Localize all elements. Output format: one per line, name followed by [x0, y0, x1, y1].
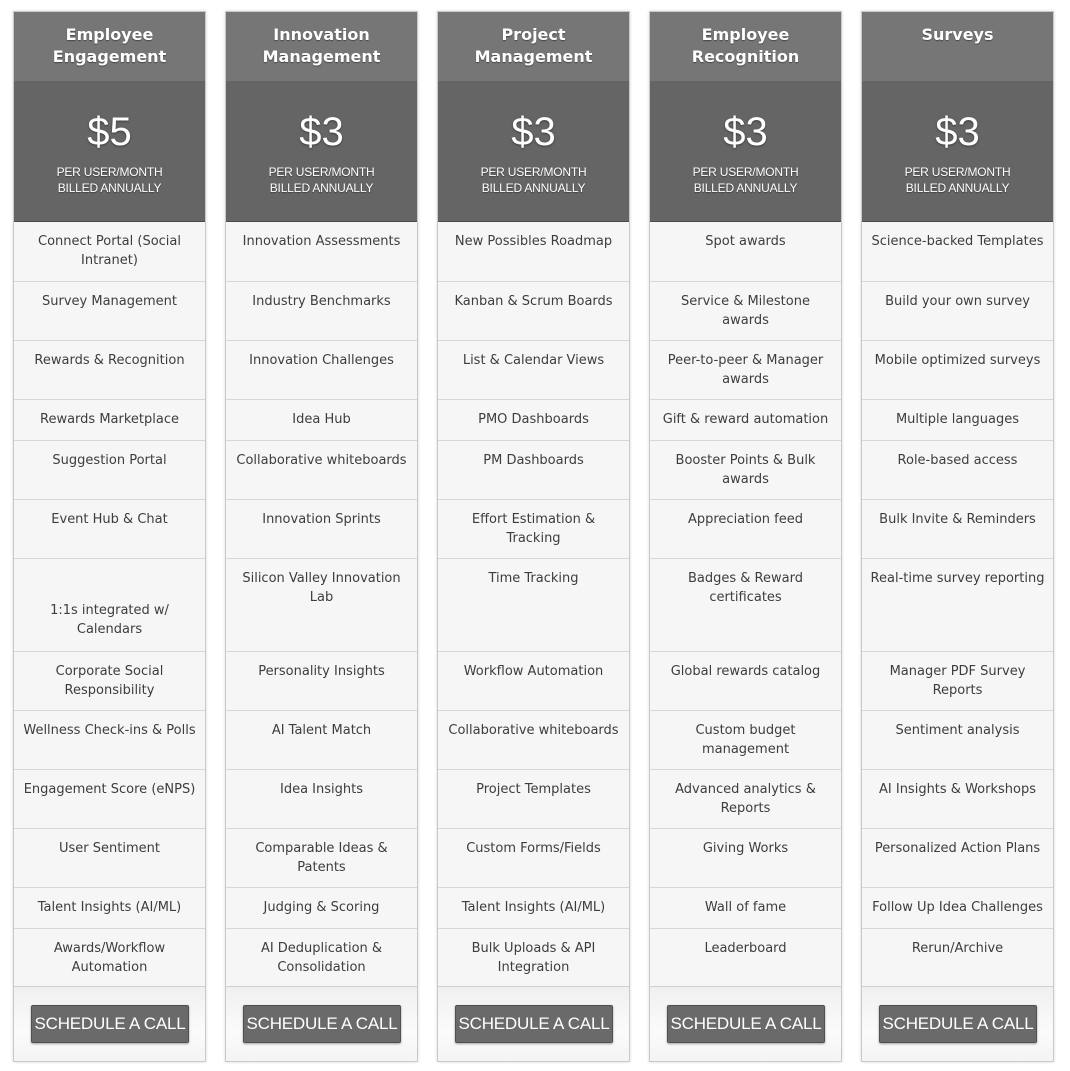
feature-item: Talent Insights (AI/ML): [438, 887, 629, 928]
feature-item: Innovation Sprints: [226, 499, 417, 558]
feature-item: Appreciation feed: [650, 499, 841, 558]
feature-item: Personality Insights: [226, 651, 417, 710]
plan-title: [14, 12, 205, 81]
feature-item: Survey Management: [14, 281, 205, 340]
price-box: [438, 81, 629, 222]
feature-item: Booster Points & Bulk awards: [650, 440, 841, 499]
feature-item: Badges & Reward certificates: [650, 558, 841, 651]
plan-price: $3: [935, 110, 980, 154]
billed-label: BILLED ANNUALLY: [57, 181, 162, 195]
schedule-call-button[interactable]: SCHEDULE A CALL: [455, 1005, 613, 1043]
cta-footer: [14, 986, 205, 1062]
plan-card: [225, 11, 418, 1062]
feature-item: Effort Estimation & Tracking: [438, 499, 629, 558]
feature-item: Industry Benchmarks: [226, 281, 417, 340]
plan-title-line: Employee: [65, 25, 154, 44]
feature-item: Engagement Score (eNPS): [14, 769, 205, 828]
per-user-label: PER USER/MONTH: [904, 165, 1011, 179]
feature-item: Real-time survey reporting: [862, 558, 1053, 651]
cta-footer: [438, 986, 629, 1062]
plan-price: $3: [299, 110, 344, 154]
plan-title: [438, 12, 629, 81]
feature-item: Idea Insights: [226, 769, 417, 828]
feature-item: Rewards Marketplace: [14, 399, 205, 440]
plan-title: [650, 12, 841, 81]
feature-item: AI Talent Match: [226, 710, 417, 769]
feature-item: Rerun/Archive: [862, 928, 1053, 986]
plan-title-line: Recognition: [691, 47, 800, 66]
plan-title-line: Project Management: [474, 25, 593, 66]
feature-item: Custom budget management: [650, 710, 841, 769]
feature-item: Workflow Automation: [438, 651, 629, 710]
feature-item: Gift & reward automation: [650, 399, 841, 440]
feature-item: Kanban & Scrum Boards: [438, 281, 629, 340]
feature-item: PM Dashboards: [438, 440, 629, 499]
plan-title: [862, 12, 1053, 81]
schedule-call-button[interactable]: SCHEDULE A CALL: [243, 1005, 401, 1043]
feature-item: Mobile optimized surveys: [862, 340, 1053, 399]
feature-item: AI Deduplication & Consolidation: [226, 928, 417, 986]
per-user-label: PER USER/MONTH: [692, 165, 799, 179]
feature-item: Collaborative whiteboards: [438, 710, 629, 769]
feature-item: Global rewards catalog: [650, 651, 841, 710]
billing-terms: [14, 164, 205, 196]
feature-item: New Possibles Roadmap: [438, 222, 629, 281]
feature-item: Custom Forms/Fields: [438, 828, 629, 887]
plan-title-line: Employee: [701, 25, 790, 44]
feature-item: Comparable Ideas & Patents: [226, 828, 417, 887]
feature-item: AI Insights & Workshops: [862, 769, 1053, 828]
price-box: [650, 81, 841, 222]
feature-item: Peer-to-peer & Manager awards: [650, 340, 841, 399]
billed-label: BILLED ANNUALLY: [269, 181, 374, 195]
feature-item: Awards/Workflow Automation: [14, 928, 205, 986]
feature-item: Advanced analytics & Reports: [650, 769, 841, 828]
plan-title-line: Engagement: [52, 47, 167, 66]
feature-item: Idea Hub: [226, 399, 417, 440]
per-user-label: PER USER/MONTH: [56, 165, 163, 179]
feature-item: Leaderboard: [650, 928, 841, 986]
per-user-label: PER USER/MONTH: [480, 165, 587, 179]
feature-item: Wall of fame: [650, 887, 841, 928]
feature-item: Event Hub & Chat: [14, 499, 205, 558]
plan-card: [437, 11, 630, 1062]
feature-item: User Sentiment: [14, 828, 205, 887]
feature-item: 1:1s integrated w/ Calendars: [14, 558, 205, 651]
price-box: [14, 81, 205, 222]
feature-item: Build your own survey: [862, 281, 1053, 340]
feature-item: Connect Portal (Social Intranet): [14, 222, 205, 281]
feature-item: PMO Dashboards: [438, 399, 629, 440]
plan-title-line: Innovation: [273, 25, 370, 44]
billing-terms: [438, 164, 629, 196]
cta-footer: [226, 986, 417, 1062]
feature-item: Silicon Valley Innovation Lab: [226, 558, 417, 651]
feature-item: Giving Works: [650, 828, 841, 887]
feature-item: List & Calendar Views: [438, 340, 629, 399]
plan-price: $3: [723, 110, 768, 154]
feature-item: Science-backed Templates: [862, 222, 1053, 281]
plan-title-line: Surveys: [921, 25, 994, 44]
feature-item: Collaborative whiteboards: [226, 440, 417, 499]
feature-item: Innovation Challenges: [226, 340, 417, 399]
billing-terms: [650, 164, 841, 196]
plan-title: [226, 12, 417, 81]
per-user-label: PER USER/MONTH: [268, 165, 375, 179]
feature-item: Project Templates: [438, 769, 629, 828]
schedule-call-button[interactable]: SCHEDULE A CALL: [31, 1005, 189, 1043]
feature-item: Bulk Uploads & API Integration: [438, 928, 629, 986]
feature-item: Manager PDF Survey Reports: [862, 651, 1053, 710]
plan-card: [13, 11, 206, 1062]
feature-item: Corporate Social Responsibility: [14, 651, 205, 710]
feature-item: Follow Up Idea Challenges: [862, 887, 1053, 928]
feature-item: Sentiment analysis: [862, 710, 1053, 769]
plan-price: $5: [87, 110, 132, 154]
feature-item: Bulk Invite & Reminders: [862, 499, 1053, 558]
feature-item: Judging & Scoring: [226, 887, 417, 928]
price-box: [862, 81, 1053, 222]
feature-item: Role-based access: [862, 440, 1053, 499]
billing-terms: [862, 164, 1053, 196]
feature-item: Talent Insights (AI/ML): [14, 887, 205, 928]
billed-label: BILLED ANNUALLY: [481, 181, 586, 195]
price-box: [226, 81, 417, 222]
feature-item: Multiple languages: [862, 399, 1053, 440]
billed-label: BILLED ANNUALLY: [905, 181, 1010, 195]
cta-footer: [650, 986, 841, 1062]
feature-item: Time Tracking: [438, 558, 629, 651]
plan-price: $3: [511, 110, 556, 154]
feature-item: Personalized Action Plans: [862, 828, 1053, 887]
feature-item: Suggestion Portal: [14, 440, 205, 499]
billed-label: BILLED ANNUALLY: [693, 181, 798, 195]
plan-title-line: Management: [262, 47, 381, 66]
feature-item: Innovation Assessments: [226, 222, 417, 281]
feature-item: Wellness Check-ins & Polls: [14, 710, 205, 769]
plan-card: [649, 11, 842, 1062]
feature-item: Service & Milestone awards: [650, 281, 841, 340]
schedule-call-button[interactable]: SCHEDULE A CALL: [667, 1005, 825, 1043]
plan-card: [861, 11, 1054, 1062]
feature-item: Rewards & Recognition: [14, 340, 205, 399]
billing-terms: [226, 164, 417, 196]
feature-item: Spot awards: [650, 222, 841, 281]
cta-footer: [862, 986, 1053, 1062]
schedule-call-button[interactable]: SCHEDULE A CALL: [879, 1005, 1037, 1043]
